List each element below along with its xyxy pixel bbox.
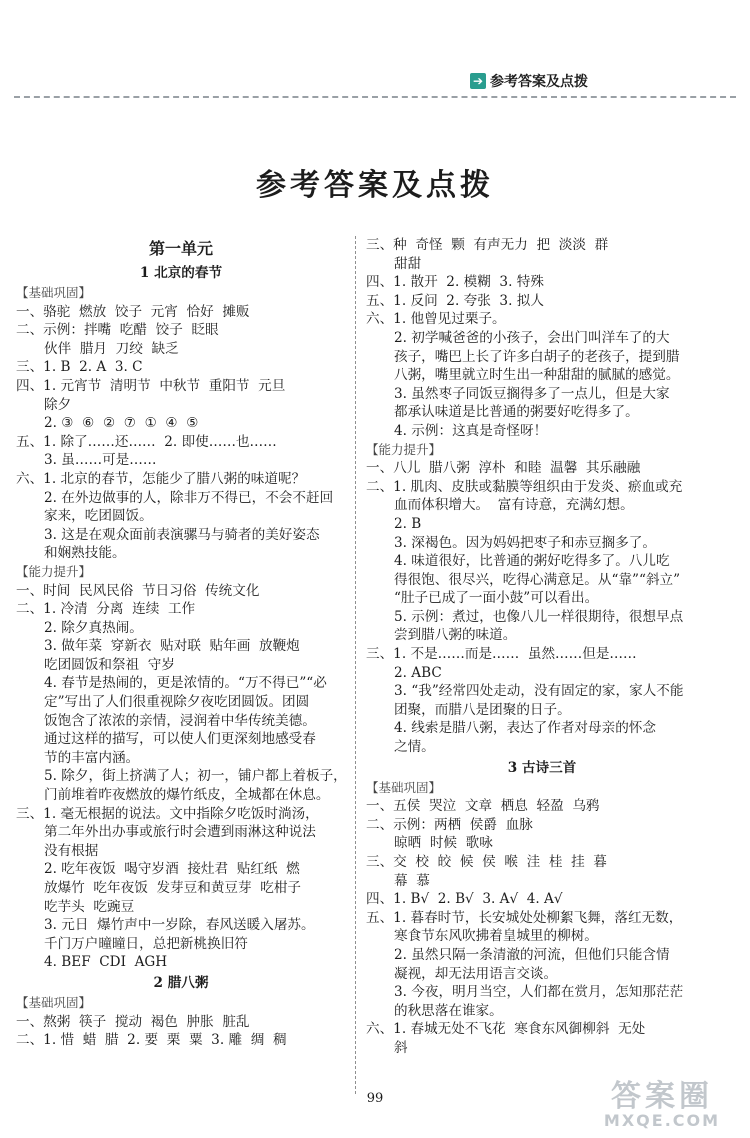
answer-line: 家来，吃团圆饭。: [44, 508, 153, 525]
section-label: 【基础巩固】: [366, 779, 442, 795]
section-label: 【能力提升】: [16, 563, 92, 579]
answer-line: 定”写出了人们很重视除夕夜吃团圆饭。团圆: [44, 694, 310, 711]
answer-line: 3. 虽……可是……: [44, 452, 157, 469]
answer-line: 四、1. 元宵节 清明节 中秋节 重阳节 元旦: [16, 377, 286, 394]
answer-line: 5. 除夕，街上挤满了人；初一，铺户都上着板子，: [44, 768, 347, 785]
answer-line: 的秋思落在谁家。: [394, 1002, 503, 1019]
answer-line: 尝到腊八粥的味道。: [394, 627, 517, 644]
answer-line: 一、熬粥 筷子 搅动 褐色 肿胀 脏乱: [16, 1013, 250, 1030]
answer-line: 没有根据: [44, 842, 99, 859]
answer-line: 二、示例：两栖 侯爵 血脉: [366, 816, 533, 833]
answer-line: 三、1. 不是……而是…… 虽然……但是……: [366, 646, 637, 663]
answer-line: 四、1. B√ 2. B√ 3. A√ 4. A√: [366, 891, 563, 908]
answer-line: 3. 做年菜 穿新衣 贴对联 贴年画 放鞭炮: [44, 638, 300, 655]
answer-line: 一、骆驼 燃放 饺子 元宵 恰好 摊贩: [16, 303, 250, 320]
unit-heading: 第一单元: [148, 239, 213, 258]
answer-line: 之情。: [394, 739, 435, 756]
answer-line: 2. 初学喊爸爸的小孩子，会出门叫洋车了的大: [394, 329, 670, 346]
answer-line: 三、种 奇怪 颗 有声无力 把 淡淡 群: [366, 237, 609, 253]
answer-line: 八粥，嘴里就立时生出一种甜甜的腻腻的感觉。: [394, 367, 680, 384]
answer-line: 四、1. 散开 2. 模糊 3. 特殊: [366, 274, 544, 291]
answer-line: 2. ③ ⑥ ② ⑦ ① ④ ⑤: [44, 415, 199, 432]
header-divider: [14, 96, 736, 98]
answer-line: 3. 这是在观众面前表演骡马与骑者的美好姿态: [44, 526, 320, 543]
answer-line: 五、1. 反问 2. 夸张 3. 拟人: [366, 292, 544, 309]
answer-line: 三、交 校 皎 候 侯 喉 洼 桂 挂 暮: [366, 854, 607, 870]
answer-line: 2. ABC: [394, 664, 442, 681]
answer-line: 斜: [394, 1039, 408, 1056]
answer-line: 孩子，嘴巴上长了许多白胡子的老孩子，提到腊: [394, 348, 680, 365]
answer-line: 寒食节东风吹拂着皇城里的柳树。: [394, 928, 598, 945]
answer-line: 三、1. B 2. A 3. C: [16, 359, 143, 376]
answer-line: 三、1. 毫无根据的说法。文中指除夕吃饭时淌汤，: [16, 805, 319, 822]
answer-line: 一、八儿 腊八粥 淳朴 和睦 温馨 其乐融融: [366, 460, 641, 477]
answer-line: 3. “我”经常四处走动，没有固定的家，家人不能: [394, 683, 684, 700]
lesson-heading: 3 古诗三首: [507, 759, 577, 776]
answer-line: 五、1. 暮春时节，长安城处处柳絮飞舞，落红无数，: [366, 909, 683, 926]
answer-line: 一、五侯 哭泣 文章 栖息 轻盈 乌鸦: [366, 798, 600, 815]
answer-line: 4. 示例：这真是奇怪呀！: [394, 422, 548, 439]
answer-line: 一、时间 民风民俗 节日习俗 传统文化: [16, 582, 260, 599]
answer-line: 晾晒 时候 歌咏: [394, 835, 493, 852]
lesson-heading: 2 腊八粥: [153, 974, 209, 991]
header-bar: [14, 66, 736, 94]
right-column: [366, 236, 718, 1058]
answer-line: “肚子已成了一面小鼓”可以看出。: [394, 590, 599, 607]
answer-line: 2. 吃年夜饭 喝守岁酒 接灶君 贴红纸 燃: [44, 861, 300, 878]
answer-line: 除夕: [44, 396, 72, 413]
answer-line: 吃团圆饭和祭祖 守岁: [44, 656, 175, 673]
answer-line: 2. B: [394, 515, 422, 532]
section-label: 【能力提升】: [366, 441, 442, 457]
page-title: 参考答案及点拨: [256, 168, 494, 203]
answer-line: 和娴熟技能。: [44, 545, 126, 562]
answer-line: 都承认味道是比普通的粥要好吃得多了。: [394, 404, 639, 421]
answer-line: 千门万户曈曈日，总把新桃换旧符: [44, 935, 248, 952]
answer-line: 团聚，而腊八是团聚的日子。: [394, 701, 571, 718]
answer-line: 放爆竹 吃年夜饭 发芽豆和黄豆芽 吃柑子: [44, 880, 302, 896]
answer-line: 3. 元日 爆竹声中一岁除，春风送暖入屠苏。: [44, 917, 315, 934]
column-divider: [355, 236, 356, 1094]
answer-line: 2. 虽然只隔一条清澈的河流，但他们只能含情: [394, 946, 670, 963]
answer-line: 二、1. 肌肉、皮肤或黏膜等组织由于发炎、瘀血或充: [366, 478, 683, 495]
header-banner-text: 参考答案及点拨: [490, 74, 588, 90]
answer-line: 六、1. 北京的春节，怎能少了腊八粥的味道呢？: [16, 470, 306, 487]
answer-line: 通过这样的描写，可以使人们更深刻地感受春: [44, 731, 316, 748]
answer-line: 幕 慕: [394, 872, 430, 889]
answer-line: 3. 深褐色。因为妈妈把枣子和赤豆搁多了。: [394, 534, 656, 551]
watermark-line1: 答案圈: [611, 1079, 713, 1114]
watermark-logo: [582, 1079, 742, 1134]
page-number: 99: [366, 1091, 384, 1106]
answer-line: 4. BEF CDI AGH: [44, 954, 168, 971]
answer-line: 二、示例：拌嘴 吃醋 饺子 眨眼: [16, 322, 219, 339]
answer-line: 五、1. 除了……还…… 2. 即使……也……: [16, 433, 277, 450]
answer-line: 伙伴 腊月 刀绞 缺乏: [44, 340, 179, 357]
answer-line: 第二年外出办事或旅行时会遭到雨淋这种说法: [44, 824, 316, 841]
answer-line: 凝视，却无法用语言交谈。: [394, 965, 558, 982]
answer-line: 2. 除夕真热闹。: [44, 619, 143, 636]
section-label: 【基础巩固】: [16, 994, 92, 1010]
answer-line: 吃芋头 吃豌豆: [44, 898, 135, 915]
answer-line: 4. 味道很好，比普通的粥好吃得多了。八儿吃: [394, 553, 670, 570]
watermark-line2: MXQE.COM: [603, 1111, 721, 1130]
answer-line: 二、1. 冷清 分离 连续 工作: [16, 601, 196, 618]
answer-line: 4. 春节是热闹的，更是浓情的。“万不得已”“必: [44, 675, 327, 692]
answer-line: 血而体积增大。 富有诗意，充满幻想。: [394, 497, 634, 514]
answer-line: 得很饱、很尽兴，吃得心满意足。从“靠”“斜立”: [394, 571, 681, 588]
answer-line: 甜甜: [394, 255, 422, 272]
answer-line: 六、1. 他曾见过栗子。: [366, 311, 506, 328]
answer-line: 节的丰富内涵。: [44, 749, 140, 766]
answer-line: 3. 虽然枣子同饭豆搁得多了一点儿，但是大家: [394, 385, 670, 402]
answer-line: 饭饱含了浓浓的亲情，浸润着中华传统美德。: [44, 712, 316, 729]
answer-line: 4. 线索是腊八粥，表达了作者对母亲的怀念: [394, 720, 656, 737]
left-column: [16, 236, 346, 1050]
answer-line: 门前堆着昨夜燃放的爆竹纸皮，全城都在休息。: [44, 787, 330, 804]
answer-line: 二、1. 惜 蜡 腊 2. 要 栗 粟 3. 雕 绸 稠: [16, 1032, 287, 1049]
header-banner: [470, 70, 588, 92]
lesson-heading: 1 北京的春节: [139, 265, 223, 281]
answer-line: 2. 在外边做事的人，除非万不得已，不会不赶回: [44, 489, 334, 506]
answer-line: 六、1. 春城无处不飞花 寒食东风御柳斜 无处: [366, 1021, 646, 1038]
section-label: 【基础巩固】: [16, 285, 92, 300]
arrow-right-icon: ➔: [470, 73, 486, 89]
answer-line: 3. 今夜，明月当空，人们都在赏月，怎知那茫茫: [394, 984, 684, 1001]
answer-line: 5. 示例：煮过，也像八儿一样很期待，很想早点: [394, 608, 684, 625]
